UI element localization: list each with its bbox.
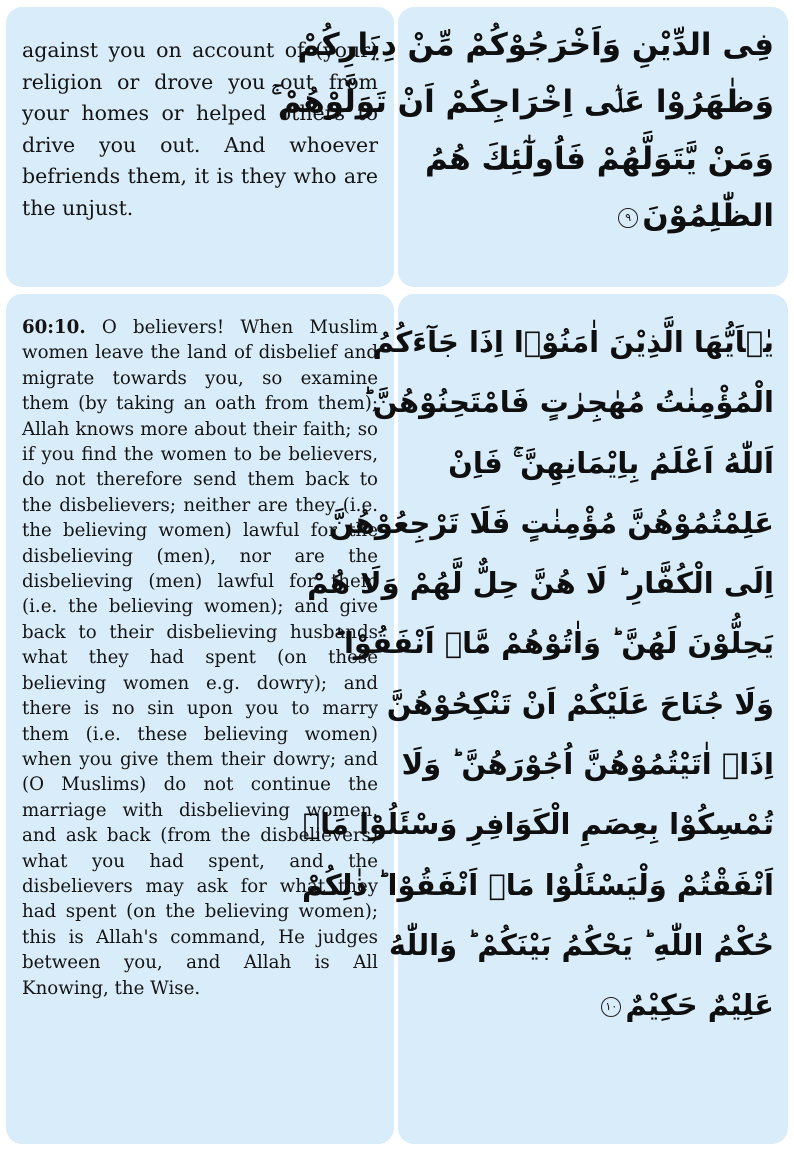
arabic-line: عَلِمْتُمُوْهُنَّ مُؤْمِنٰتٍ فَلَا تَرْجِعُوْهُنَّ (328, 505, 774, 540)
arabic-line: اَنْفَقْتُمْ وَلْيَسْئَلُوْا مَاۤ اَنْفَقُوْا ؕ ذٰلِكُمْ (301, 867, 774, 902)
arabic-line: يٰۤاَيُّهَا الَّذِيْنَ اٰمَنُوْۤا اِذَا جَآءَكُمُ (372, 325, 774, 359)
arabic-line: تُمْسِكُوْا بِعِصَمِ الْكَوَافِرِ وَسْئَلُوْا مَاۤ (302, 807, 774, 842)
ayah-number-marker: ١٠ (601, 997, 621, 1017)
arabic-line: حُكْمُ اللّٰهِ ؕ يَحْكُمُ بَيْنَكُمْ ؕ وَاللّٰهُ (388, 927, 774, 962)
arabic-line-last (412, 188, 774, 245)
arabic-line: فِى الدِّيْنِ وَاَخْرَجُوْكُمْ مِّنْ دِيَارِكُمْ (297, 27, 774, 63)
translation-panel-verse-10 (6, 294, 394, 1144)
arabic-line-last (412, 975, 774, 1035)
arabic-line: اِذَاۤ اٰتَيْتُمُوْهُنَّ اُجُوْرَهُنَّ ؕ وَلَا (401, 747, 774, 782)
arabic-line: يَحِلُّوْنَ لَهُنَّ ؕ وَاٰتُوْهُمْ مَّاۤ اَنْفَقُوْا ؕ (333, 626, 774, 661)
arabic-text (301, 312, 774, 1036)
translation-text: O believers! When Muslim women leave the land of disbelief and migrate towards you, so examine them (by taking an oath from them); Allah knows more about their faith; so if you find the women to be believers, do not therefore send them back to the disbelievers; neither are they (i.e. the believing women) lawful for the disbelieving (men), nor are the disbelieving (men) lawful for them (i.e. the believing women); and give back to their disbelieving husbands what they had spent (on these believing women e.g. dowry); and there is no sin upon you to marry them (i.e. these believing women) when you give them their dowry; and (O Muslims) do not continue the marriage with disbelieving women, and ask back (from the disbelievers) what you had spent, and the disbelievers may ask for what they had spent (on the believing women); this is Allah's command, He judges between you, and Allah is All Knowing, the Wise. (22, 317, 378, 999)
verse-reference: 60:10. (22, 317, 86, 338)
arabic-line-text: الظّٰلِمُوْنَ (642, 198, 774, 234)
arabic-line: اَللّٰهُ اَعْلَمُ بِاِيْمَانِهِنَّ ۚ فَاِنْ (448, 445, 774, 480)
arabic-line: وَظٰهَرُوْا عَلٰۤى اِخْرَاجِكُمْ اَنْ تَوَلَّوْهُمْ ۚ (271, 84, 774, 120)
arabic-line: وَلَا جُنَاحَ عَلَيْكُمْ اَنْ تَنْكِحُوْهُنَّ (386, 686, 774, 721)
arabic-line-text: عَلِيْمٌ حَكِيْمٌ (625, 988, 774, 1023)
arabic-line: وَمَنْ يَّتَوَلَّهُمْ فَاُولٰٓئِكَ هُمُ (424, 141, 774, 177)
arabic-line: اِلَى الْكُفَّارِ ؕ لَا هُنَّ حِلٌّ لَّهُمْ وَلَا هُمْ (307, 566, 774, 601)
arabic-text (271, 17, 774, 245)
arabic-panel-verse-9 (271, 7, 788, 287)
arabic-panel-verse-10 (301, 294, 788, 1144)
ayah-number-marker: ٩ (618, 208, 638, 228)
arabic-line: الْمُؤْمِنٰتُ مُهٰجِرٰتٍ فَامْتَحِنُوْهُنَّ ؕ (362, 385, 774, 420)
translation-text: against you on account of (your) religion or drove you out from your homes or helped others to drive you out. And whoever befriends them, it is they who are the unjust. (22, 38, 378, 220)
